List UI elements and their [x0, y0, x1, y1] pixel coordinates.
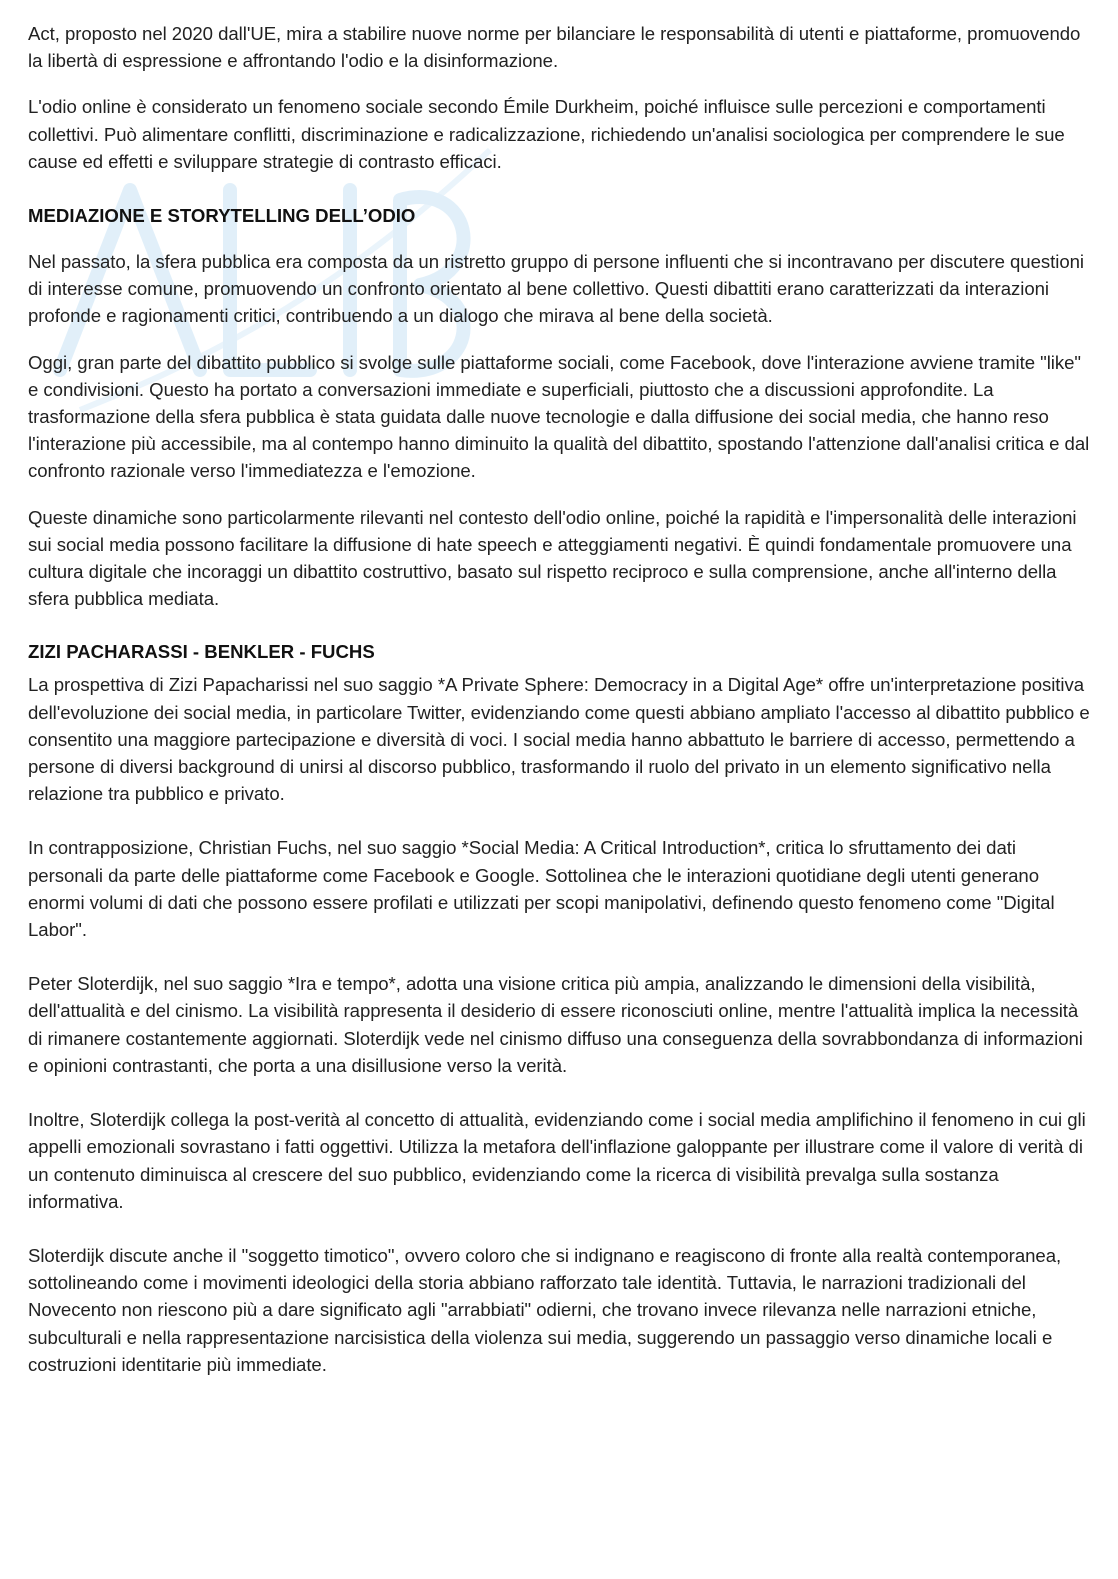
- section1-paragraph-1: Nel passato, la sfera pubblica era composta da un ristretto gruppo di persone influenti che si incontravano per discutere questioni di interesse comune, promuovendo un confronto orientato al bene collettivo. Questi dibattiti erano caratterizzati da interazioni profonde e ragionamenti critici, contribuendo a un dialogo che mirava al bene della società.: [28, 251, 1084, 327]
- section2-paragraph-1: La prospettiva di Zizi Papacharissi nel suo saggio *A Private Sphere: Democracy in a Digital Age* offre un'interpretazione positiva dell'evoluzione dei social media, in particolare Twitter, evidenziando come questi abbiano ampliato l'accesso al dibattito pubblico e consentito una maggiore partecipazione e diversità di voci. I social media hanno abbattuto le barriere di accesso, permettendo a persone di diversi background di unirsi al discorso pubblico, trasformando il ruolo del privato in un elemento significativo nella relazione tra pubblico e privato.: [28, 674, 1090, 805]
- section-heading-papacharissi: ZIZI PACHARASSI - BENKLER - FUCHS: [28, 641, 375, 663]
- section2-paragraph-4: Inoltre, Sloterdijk collega la post-verità al concetto di attualità, evidenziando come i social media amplifichino il fenomeno in cui gli appelli emozionali sovrastano i fatti oggettivi. Utilizza la metafora dell'inflazione galoppante per illustrare come il valore di verità di un contenuto diminuisca al crescere del suo pubblico, evidenziando come la ricerca di visibilità prevalga sulla sostanza informativa.: [28, 1109, 1086, 1212]
- section2-paragraph-5: Sloterdijk discute anche il "soggetto timotico", ovvero coloro che si indignano e reagiscono di fronte alla realtà contemporanea, sottolineando come i movimenti ideologici della storia abbiano rafforzato tale identità. Tuttavia, le narrazioni tradizionali del Novecento non riescono più a dare significato agli "arrabbiati" odierni, che trovano invece rilevanza nelle narrazioni etniche, subculturali e nella rappresentazione narcisistica della violenza sui media, suggerendo un passaggio verso dinamiche locali e costruzioni identitarie più immediate.: [28, 1244, 1062, 1375]
- section-heading-mediazione: MEDIAZIONE E STORYTELLING DELL’ODIO: [28, 205, 416, 227]
- section2-paragraph-2: In contrapposizione, Christian Fuchs, nel suo saggio *Social Media: A Critical Introduction*, critica lo sfruttamento dei dati personali da parte delle piattaforme come Facebook e Google. Sottolinea che le interazioni quotidiane degli utenti generano enormi volumi di dati che possono essere profilati e utilizzati per scopi manipolativi, definendo questo fenomeno come "Digital Labor".: [28, 837, 1055, 941]
- section1-paragraph-3: Queste dinamiche sono particolarmente rilevanti nel contesto dell'odio online, poiché la rapidità e l'impersonalità delle interazioni sui social media possono facilitare la diffusione di hate speech e atteggiamenti negativi. È quindi fondamentale promuovere una cultura digitale che incoraggi un dibattito costruttivo, basato sul rispetto reciproco e sulla comprensione, anche all'interno della sfera pubblica mediata.: [28, 506, 1077, 610]
- document-page: [28, 20, 1094, 1378]
- section1-paragraph-2: Oggi, gran parte del dibattito pubblico si svolge sulle piattaforme sociali, come Facebook, dove l'interazione avviene tramite "like" e condivisioni. Questo ha portato a conversazioni immediate e superficiali, piuttosto che a discussioni approfondite. La trasformazione della sfera pubblica è stata guidata dalle nuove tecnologie e dalla diffusione dei social media, che hanno reso l'interazione più accessibile, ma al contempo hanno diminuito la qualità del dibattito, spostando l'attenzione dall'analisi critica e dal confronto razionale verso l'immediatezza e l'emozione.: [28, 351, 1090, 482]
- intro-paragraph-1: Act, proposto nel 2020 dall'UE, mira a stabilire nuove norme per bilanciare le responsabilità di utenti e piattaforme, promuovendo la libertà di espressione e affrontando l'odio e la disinformazione.: [28, 23, 1081, 72]
- intro-paragraph-2: L'odio online è considerato un fenomeno sociale secondo Émile Durkheim, poiché influisce sulle percezioni e comportamenti collettivi. Può alimentare conflitti, discriminazione e radicalizzazione, richiedendo un'analisi sociologica per comprendere le sue cause ed effetti e sviluppare strategie di contrasto efficaci.: [28, 96, 1065, 172]
- section2-paragraph-3: Peter Sloterdijk, nel suo saggio *Ira e tempo*, adotta una visione critica più ampia, analizzando le dimensioni della visibilità, dell'attualità e del cinismo. La visibilità rappresenta il desiderio di essere riconosciuti online, mentre l'attualità implica la necessità di rimanere costantemente aggiornati. Sloterdijk vede nel cinismo diffuso una conseguenza della sovrabbondanza di informazioni e opinioni contrastanti, che porta a una disillusione verso la verità.: [28, 973, 1083, 1076]
